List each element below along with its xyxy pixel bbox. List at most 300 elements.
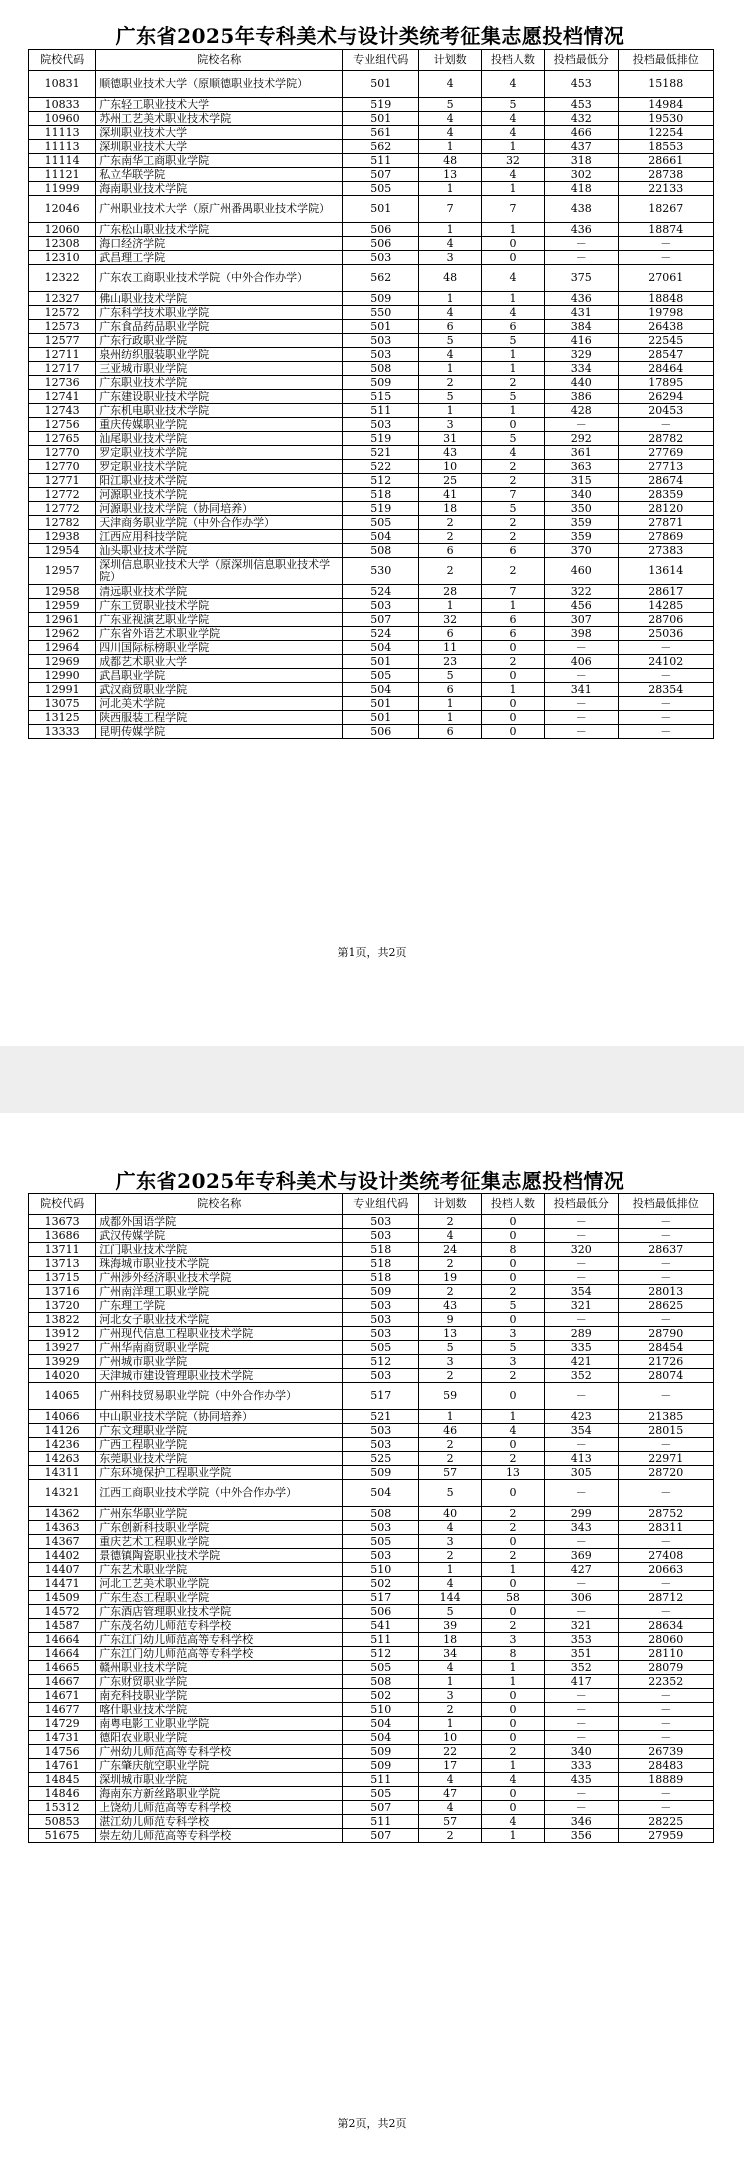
table-cell: 26294 xyxy=(618,390,713,404)
table-cell: 307 xyxy=(544,613,618,627)
table-cell: 广州幼儿师范高等专科学校 xyxy=(96,1745,343,1759)
table-cell: 28454 xyxy=(618,1341,713,1355)
table-cell: 广东职业技术学院 xyxy=(96,376,343,390)
table-cell: 12957 xyxy=(29,558,96,585)
table-cell: 13927 xyxy=(29,1341,96,1355)
table-row xyxy=(29,1605,714,1619)
table-cell: 广东江门幼儿师范高等专科学校 xyxy=(96,1633,343,1647)
table-cell: 14677 xyxy=(29,1703,96,1717)
table-cell: 21385 xyxy=(618,1410,713,1424)
table-cell: 418 xyxy=(544,182,618,196)
table-cell: 1 xyxy=(419,697,482,711)
table-cell: 57 xyxy=(419,1466,482,1480)
table-row xyxy=(29,1480,714,1507)
table-cell: 509 xyxy=(343,292,419,306)
column-header: 计划数 xyxy=(419,50,482,71)
table-cell: 503 xyxy=(343,1215,419,1229)
table-cell: 12736 xyxy=(29,376,96,390)
table-cell: 524 xyxy=(343,627,419,641)
table-cell: 5 xyxy=(482,502,545,516)
table-row xyxy=(29,530,714,544)
table-cell: 广东生态工程职业学院 xyxy=(96,1591,343,1605)
table-row xyxy=(29,362,714,376)
table-cell: 广州城市职业学院 xyxy=(96,1355,343,1369)
table-cell: 509 xyxy=(343,1466,419,1480)
table-cell: 阳江职业技术学院 xyxy=(96,474,343,488)
table-cell: 28712 xyxy=(618,1591,713,1605)
table-cell: 432 xyxy=(544,112,618,126)
table-cell: 28354 xyxy=(618,683,713,697)
table-cell: 26438 xyxy=(618,320,713,334)
table-cell: － xyxy=(618,669,713,683)
table-cell: 14321 xyxy=(29,1480,96,1507)
table-cell: 437 xyxy=(544,140,618,154)
table-cell: － xyxy=(618,1689,713,1703)
table-cell: 11114 xyxy=(29,154,96,168)
table-cell: 0 xyxy=(482,1438,545,1452)
table-cell: 7 xyxy=(419,196,482,223)
table-cell: 43 xyxy=(419,446,482,460)
table-cell: 广东南华工商职业学院 xyxy=(96,154,343,168)
table-cell: 510 xyxy=(343,1703,419,1717)
table-cell: 广东省外语艺术职业学院 xyxy=(96,627,343,641)
table-cell: 27713 xyxy=(618,460,713,474)
table-cell: 18553 xyxy=(618,140,713,154)
column-header: 院校代码 xyxy=(29,50,96,71)
table-cell: 518 xyxy=(343,1271,419,1285)
table-cell: 28060 xyxy=(618,1633,713,1647)
table-cell: 504 xyxy=(343,1480,419,1507)
table-cell: 508 xyxy=(343,1675,419,1689)
table-cell: 506 xyxy=(343,223,419,237)
table-cell: 0 xyxy=(482,711,545,725)
table-cell: 504 xyxy=(343,683,419,697)
column-header: 院校名称 xyxy=(96,1194,343,1215)
table-cell: 广东农工商职业技术学院（中外合作办学） xyxy=(96,265,343,292)
table-cell: － xyxy=(618,237,713,251)
table-cell: 354 xyxy=(544,1424,618,1438)
table-cell: 512 xyxy=(343,474,419,488)
table-cell: 17 xyxy=(419,1759,482,1773)
table-cell: 0 xyxy=(482,1535,545,1549)
table-cell: 13929 xyxy=(29,1355,96,1369)
table-row xyxy=(29,390,714,404)
table-cell: 6 xyxy=(419,544,482,558)
table-row xyxy=(29,655,714,669)
table-cell: 4 xyxy=(482,1815,545,1829)
table-cell: 2 xyxy=(482,1549,545,1563)
table-cell: 13822 xyxy=(29,1313,96,1327)
table-cell: 10 xyxy=(419,460,482,474)
table-cell: 511 xyxy=(343,404,419,418)
table-cell: 59 xyxy=(419,1383,482,1410)
table-cell: 27408 xyxy=(618,1549,713,1563)
table-cell: 12959 xyxy=(29,599,96,613)
table-cell: 13333 xyxy=(29,725,96,739)
table-cell: 深圳职业技术大学 xyxy=(96,140,343,154)
table-cell: 306 xyxy=(544,1591,618,1605)
table-cell: － xyxy=(618,1271,713,1285)
table-cell: 19 xyxy=(419,1271,482,1285)
table-cell: 31 xyxy=(419,432,482,446)
page-2 xyxy=(0,1113,744,2159)
table-cell: 3 xyxy=(482,1327,545,1341)
table-cell: 广东行政职业学院 xyxy=(96,334,343,348)
table-cell: 28674 xyxy=(618,474,713,488)
table-cell: 27769 xyxy=(618,446,713,460)
table-cell: － xyxy=(544,251,618,265)
table-cell: 20453 xyxy=(618,404,713,418)
admission-table xyxy=(28,49,714,739)
table-cell: 14664 xyxy=(29,1647,96,1661)
column-header: 院校代码 xyxy=(29,1194,96,1215)
table-row xyxy=(29,669,714,683)
table-cell: 501 xyxy=(343,196,419,223)
table-cell: 14731 xyxy=(29,1731,96,1745)
table-cell: 41 xyxy=(419,488,482,502)
table-cell: 510 xyxy=(343,1563,419,1577)
table-cell: － xyxy=(618,1480,713,1507)
table-cell: 26739 xyxy=(618,1745,713,1759)
table-cell: 28782 xyxy=(618,432,713,446)
table-cell: 3 xyxy=(419,1689,482,1703)
table-cell: 289 xyxy=(544,1327,618,1341)
table-cell: 重庆艺术工程职业学院 xyxy=(96,1535,343,1549)
table-cell: 4 xyxy=(482,306,545,320)
table-cell: 7 xyxy=(482,196,545,223)
table-cell: 507 xyxy=(343,1829,419,1843)
table-cell: － xyxy=(618,641,713,655)
table-row xyxy=(29,1313,714,1327)
table-cell: 14363 xyxy=(29,1521,96,1535)
table-cell: 13912 xyxy=(29,1327,96,1341)
table-row xyxy=(29,599,714,613)
table-cell: 河北美术学院 xyxy=(96,697,343,711)
table-cell: 562 xyxy=(343,265,419,292)
table-cell: 2 xyxy=(419,1215,482,1229)
table-cell: 13715 xyxy=(29,1271,96,1285)
table-row xyxy=(29,376,714,390)
table-cell: 深圳信息职业技术大学（原深圳信息职业技术学院） xyxy=(96,558,343,585)
table-cell: 12772 xyxy=(29,502,96,516)
table-cell: 561 xyxy=(343,126,419,140)
table-cell: 504 xyxy=(343,1731,419,1745)
table-cell: 356 xyxy=(544,1829,618,1843)
table-cell: 12046 xyxy=(29,196,96,223)
table-cell: 501 xyxy=(343,71,419,98)
table-row xyxy=(29,1619,714,1633)
table-row xyxy=(29,140,714,154)
table-cell: 27871 xyxy=(618,516,713,530)
table-row xyxy=(29,1507,714,1521)
table-cell: 0 xyxy=(482,1801,545,1815)
table-row xyxy=(29,1466,714,1480)
table-cell: 0 xyxy=(482,1383,545,1410)
table-cell: 18889 xyxy=(618,1773,713,1787)
table-cell: 50853 xyxy=(29,1815,96,1829)
table-row xyxy=(29,126,714,140)
table-cell: 14285 xyxy=(618,599,713,613)
table-cell: 2 xyxy=(419,376,482,390)
table-cell: 4 xyxy=(482,265,545,292)
table-cell: 汕尾职业技术学院 xyxy=(96,432,343,446)
table-row xyxy=(29,1410,714,1424)
column-header: 专业组代码 xyxy=(343,50,419,71)
table-cell: 1 xyxy=(482,1759,545,1773)
table-cell: 335 xyxy=(544,1341,618,1355)
table-cell: 13720 xyxy=(29,1299,96,1313)
table-cell: 1 xyxy=(482,404,545,418)
table-cell: 521 xyxy=(343,446,419,460)
table-cell: 1 xyxy=(419,1717,482,1731)
table-cell: 23 xyxy=(419,655,482,669)
table-cell: 315 xyxy=(544,474,618,488)
table-cell: 501 xyxy=(343,112,419,126)
table-cell: 广东亚视演艺职业学院 xyxy=(96,613,343,627)
table-cell: 359 xyxy=(544,530,618,544)
table-cell: 2 xyxy=(419,1452,482,1466)
table-cell: 广州职业技术大学（原广州番禺职业技术学院） xyxy=(96,196,343,223)
table-cell: 417 xyxy=(544,1675,618,1689)
table-cell: 14572 xyxy=(29,1605,96,1619)
table-row xyxy=(29,1661,714,1675)
table-cell: 503 xyxy=(343,1438,419,1452)
table-cell: 14236 xyxy=(29,1438,96,1452)
table-row xyxy=(29,558,714,585)
table-cell: 1 xyxy=(482,182,545,196)
table-cell: 1 xyxy=(419,362,482,376)
table-cell: 299 xyxy=(544,1507,618,1521)
table-cell: 1 xyxy=(482,1829,545,1843)
table-cell: 12308 xyxy=(29,237,96,251)
table-cell: － xyxy=(544,1731,618,1745)
table-cell: 10831 xyxy=(29,71,96,98)
table-cell: 12327 xyxy=(29,292,96,306)
table-cell: 321 xyxy=(544,1619,618,1633)
table-cell: 503 xyxy=(343,1369,419,1383)
table-cell: 2 xyxy=(482,1745,545,1759)
admission-table xyxy=(28,1193,714,1843)
table-cell: 386 xyxy=(544,390,618,404)
page-1 xyxy=(0,0,744,1046)
table-cell: 广东江门幼儿师范高等专科学校 xyxy=(96,1647,343,1661)
table-row xyxy=(29,1257,714,1271)
table-cell: 2 xyxy=(419,516,482,530)
table-cell: 广东文理职业学院 xyxy=(96,1424,343,1438)
table-cell: 重庆传媒职业学院 xyxy=(96,418,343,432)
table-cell: 广东工贸职业技术学院 xyxy=(96,599,343,613)
table-row xyxy=(29,168,714,182)
table-cell: 2 xyxy=(419,530,482,544)
table-cell: 5 xyxy=(482,1341,545,1355)
table-cell: 赣州职业技术学院 xyxy=(96,1661,343,1675)
table-cell: 6 xyxy=(419,627,482,641)
table-cell: 428 xyxy=(544,404,618,418)
table-cell: 4 xyxy=(482,126,545,140)
table-cell: 343 xyxy=(544,1521,618,1535)
table-cell: 503 xyxy=(343,1549,419,1563)
table-cell: 14984 xyxy=(618,98,713,112)
table-cell: 广东财贸职业学院 xyxy=(96,1675,343,1689)
table-cell: 28625 xyxy=(618,1299,713,1313)
table-cell: 13075 xyxy=(29,697,96,711)
table-cell: 2 xyxy=(482,530,545,544)
table-cell: 0 xyxy=(482,251,545,265)
table-row xyxy=(29,1647,714,1661)
table-cell: 12771 xyxy=(29,474,96,488)
table-cell: 511 xyxy=(343,1633,419,1647)
table-row xyxy=(29,1717,714,1731)
table-cell: 3 xyxy=(482,1633,545,1647)
table-cell: 28311 xyxy=(618,1521,713,1535)
table-cell: 518 xyxy=(343,488,419,502)
table-cell: 12741 xyxy=(29,390,96,404)
table-cell: 517 xyxy=(343,1591,419,1605)
table-cell: 6 xyxy=(482,627,545,641)
table-cell: 12962 xyxy=(29,627,96,641)
table-cell: 2 xyxy=(482,1619,545,1633)
table-cell: 中山职业技术学院（协同培养） xyxy=(96,1410,343,1424)
table-cell: 25 xyxy=(419,474,482,488)
table-row xyxy=(29,1731,714,1745)
table-cell: 2 xyxy=(482,460,545,474)
table-cell: 2 xyxy=(419,1257,482,1271)
table-cell: 广东茂名幼儿师范专科学校 xyxy=(96,1619,343,1633)
table-cell: 413 xyxy=(544,1452,618,1466)
table-cell: 501 xyxy=(343,320,419,334)
table-cell: 28752 xyxy=(618,1507,713,1521)
table-cell: － xyxy=(618,1438,713,1452)
table-cell: － xyxy=(618,1383,713,1410)
table-cell: 4 xyxy=(419,1801,482,1815)
table-row xyxy=(29,1801,714,1815)
table-cell: － xyxy=(618,251,713,265)
table-cell: 28120 xyxy=(618,502,713,516)
table-cell: 5 xyxy=(419,1605,482,1619)
table-cell: 13125 xyxy=(29,711,96,725)
page-footer: 第1页，共2页 xyxy=(337,946,407,959)
table-cell: 11113 xyxy=(29,140,96,154)
table-cell: 1 xyxy=(419,1675,482,1689)
table-cell: 28074 xyxy=(618,1369,713,1383)
table-cell: 15188 xyxy=(618,71,713,98)
table-cell: － xyxy=(544,669,618,683)
table-cell: 3 xyxy=(419,1535,482,1549)
table-row xyxy=(29,98,714,112)
table-cell: 501 xyxy=(343,655,419,669)
table-cell: 503 xyxy=(343,1299,419,1313)
table-cell: 1 xyxy=(482,599,545,613)
table-cell: 崇左幼儿师范高等专科学校 xyxy=(96,1829,343,1843)
table-cell: － xyxy=(544,641,618,655)
table-cell: 11113 xyxy=(29,126,96,140)
table-cell: 5 xyxy=(419,334,482,348)
table-cell: － xyxy=(618,1801,713,1815)
table-cell: 广东理工学院 xyxy=(96,1299,343,1313)
table-cell: － xyxy=(544,1787,618,1801)
table-row xyxy=(29,613,714,627)
table-cell: 522 xyxy=(343,460,419,474)
table-row xyxy=(29,348,714,362)
table-cell: 4 xyxy=(419,348,482,362)
table-row xyxy=(29,1815,714,1829)
table-cell: 505 xyxy=(343,1341,419,1355)
table-cell: 1 xyxy=(482,683,545,697)
table-cell: 8 xyxy=(482,1243,545,1257)
table-cell: － xyxy=(544,418,618,432)
column-header: 院校名称 xyxy=(96,50,343,71)
table-cell: 505 xyxy=(343,1661,419,1675)
table-row xyxy=(29,474,714,488)
table-header-row xyxy=(29,1194,714,1215)
table-cell: 509 xyxy=(343,1285,419,1299)
table-cell: 14263 xyxy=(29,1452,96,1466)
table-row xyxy=(29,488,714,502)
table-cell: 12938 xyxy=(29,530,96,544)
table-cell: 28464 xyxy=(618,362,713,376)
table-cell: 深圳职业技术大学 xyxy=(96,126,343,140)
table-cell: 2 xyxy=(482,1285,545,1299)
table-cell: 7 xyxy=(482,585,545,599)
table-cell: 6 xyxy=(419,683,482,697)
table-row xyxy=(29,320,714,334)
table-cell: 28738 xyxy=(618,168,713,182)
table-cell: 14729 xyxy=(29,1717,96,1731)
table-row xyxy=(29,1452,714,1466)
column-header: 投档人数 xyxy=(482,50,545,71)
table-row xyxy=(29,544,714,558)
table-cell: 321 xyxy=(544,1299,618,1313)
table-row xyxy=(29,1229,714,1243)
table-cell: 三亚城市职业学院 xyxy=(96,362,343,376)
table-cell: 3 xyxy=(482,1355,545,1369)
table-cell: － xyxy=(618,1703,713,1717)
table-cell: 广东轻工职业技术大学 xyxy=(96,98,343,112)
table-cell: 私立华联学院 xyxy=(96,168,343,182)
table-cell: 28013 xyxy=(618,1285,713,1299)
table-cell: 0 xyxy=(482,1313,545,1327)
table-cell: 12765 xyxy=(29,432,96,446)
table-cell: 13713 xyxy=(29,1257,96,1271)
table-cell: 519 xyxy=(343,502,419,516)
table-cell: 喀什职业技术学院 xyxy=(96,1703,343,1717)
table-cell: － xyxy=(544,1383,618,1410)
table-cell: 罗定职业技术学院 xyxy=(96,446,343,460)
table-cell: 509 xyxy=(343,1759,419,1773)
table-cell: 4 xyxy=(482,1773,545,1787)
table-cell: 4 xyxy=(419,1661,482,1675)
table-cell: 0 xyxy=(482,1717,545,1731)
table-cell: 4 xyxy=(419,237,482,251)
table-cell: － xyxy=(544,711,618,725)
table-cell: 21726 xyxy=(618,1355,713,1369)
table-cell: 562 xyxy=(343,140,419,154)
table-cell: 525 xyxy=(343,1452,419,1466)
table-cell: 48 xyxy=(419,154,482,168)
table-cell: 14761 xyxy=(29,1759,96,1773)
table-cell: 14587 xyxy=(29,1619,96,1633)
table-cell: － xyxy=(544,1605,618,1619)
column-header: 投档最低分 xyxy=(544,50,618,71)
table-cell: 1 xyxy=(482,140,545,154)
table-cell: 5 xyxy=(482,390,545,404)
table-cell: 19798 xyxy=(618,306,713,320)
table-cell: 438 xyxy=(544,196,618,223)
table-cell: 18848 xyxy=(618,292,713,306)
table-cell: － xyxy=(544,1257,618,1271)
table-cell: 14845 xyxy=(29,1773,96,1787)
table-cell: 14756 xyxy=(29,1745,96,1759)
